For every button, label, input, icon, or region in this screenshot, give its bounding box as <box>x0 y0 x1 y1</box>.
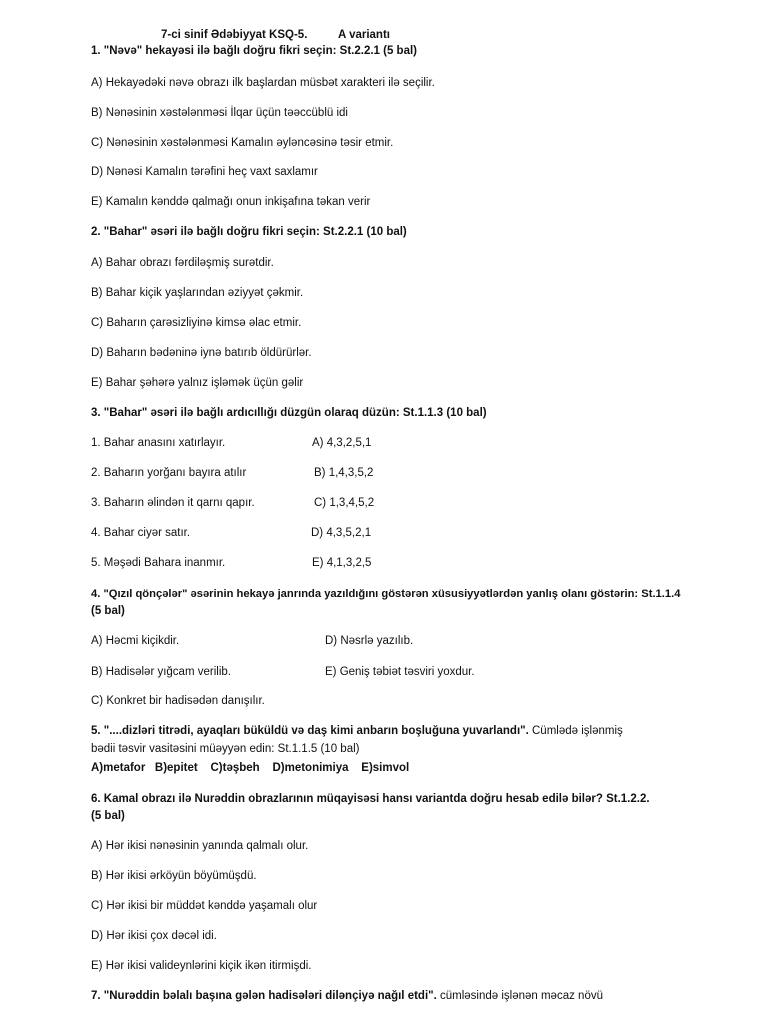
q3-answer-d: D) 4,3,5,2,1 <box>311 527 372 539</box>
question-4: 4. "Qızıl qönçələr" əsərinin hekayə janrında yazıldığını göstərən xüsusiyyətlərdən yanlış olanı göstərin: St.1.1.4 <box>91 588 681 600</box>
q2-option-e: E) Bahar şəhərə yalnız işləmək üçün gəlir <box>91 377 304 389</box>
q3-item-2: 2. Baharın yorğanı bayıra atılır <box>91 467 247 479</box>
q1-option-b: B) Nənəsinin xəstələnməsi İlqar üçün təəccüblü idi <box>91 107 348 119</box>
question-7-quote: 7. "Nurəddin bəlalı başına gələn hadisələri dilənçiyə nağıl etdi". <box>91 990 437 1002</box>
q3-answer-a: A) 4,3,2,5,1 <box>312 437 372 449</box>
q1-option-a: A) Hekayədəki nəvə obrazı ilk başlardan müsbət xarakteri ilə seçilir. <box>91 77 435 89</box>
q2-option-b: B) Bahar kiçik yaşlarından əziyyət çəkmir. <box>91 287 304 299</box>
q6-option-b: B) Hər ikisi ərköyün böyümüşdü. <box>91 870 257 882</box>
q2-option-d: D) Baharın bədəninə iynə batırıb öldürürlər. <box>91 347 312 359</box>
q4-option-d: D) Nəsrlə yazılıb. <box>325 635 414 647</box>
q6-option-e: E) Hər ikisi valideynlərini kiçik ikən itirmişdi. <box>91 960 312 972</box>
q4-option-e: E) Geniş təbiət təsviri yoxdur. <box>325 666 475 678</box>
document-title: 7-ci sinif Ədəbiyyat KSQ-5. <box>161 29 308 41</box>
question-1: 1. "Nəvə" hekayəsi ilə bağlı doğru fikri seçin: St.2.2.1 (5 bal) <box>91 45 417 57</box>
question-5-line2: bədii təsvir vasitəsini müəyyən edin: St.1.1.5 (10 bal) <box>91 743 360 755</box>
q1-option-c: C) Nənəsinin xəstələnməsi Kamalın əyləncəsinə təsir etmir. <box>91 137 394 149</box>
q3-answer-b: B) 1,4,3,5,2 <box>314 467 374 479</box>
question-2: 2. "Bahar" əsəri ilə bağlı doğru fikri seçin: St.2.2.1 (10 bal) <box>91 226 407 238</box>
question-3: 3. "Bahar" əsəri ilə bağlı ardıcıllığı düzgün olaraq düzün: St.1.1.3 (10 bal) <box>91 407 487 419</box>
q5-options: A)metafor B)epitet C)təşbeh D)metonimiya E)simvol <box>91 762 410 774</box>
q3-item-3: 3. Baharın əlindən it qarnı qapır. <box>91 497 255 509</box>
q3-item-5: 5. Məşədi Bahara inanmır. <box>91 557 226 569</box>
question-5-rest: Cümlədə işlənmiş <box>528 725 623 737</box>
q6-option-d: D) Hər ikisi çox dəcəl idi. <box>91 930 217 942</box>
variant-label: A variantı <box>338 29 390 41</box>
q2-option-a: A) Bahar obrazı fərdiləşmiş surətdir. <box>91 257 274 269</box>
question-6-points: (5 bal) <box>91 810 125 822</box>
q3-item-1: 1. Bahar anasını xatırlayır. <box>91 437 226 449</box>
q2-option-c: C) Baharın çarəsizliyinə kimsə əlac etmir. <box>91 317 302 329</box>
question-6: 6. Kamal obrazı ilə Nurəddin obrazlarının müqayisəsi hansı variantda doğru hesab edilə bilər? St.1.2.2. <box>91 793 650 805</box>
question-4-points: (5 bal) <box>91 605 125 617</box>
q4-option-c: C) Konkret bir hadisədən danışılır. <box>91 695 265 707</box>
q4-option-b: B) Hadisələr yığcam verilib. <box>91 666 231 678</box>
q6-option-a: A) Hər ikisi nənəsinin yanında qalmalı olur. <box>91 840 309 852</box>
q1-option-e: E) Kamalın kənddə qalmağı onun inkişafına təkan verir <box>91 196 371 208</box>
question-7 <box>91 989 603 1003</box>
question-5-quote: 5. "....dizləri titrədi, ayaqları büküldü və daş kimi anbarın boşluğuna yuvarlandı". <box>91 725 529 737</box>
q6-option-c: C) Hər ikisi bir müddət kənddə yaşamalı olur <box>91 900 318 912</box>
q1-option-d: D) Nənəsi Kamalın tərəfini heç vaxt saxlamır <box>91 166 318 178</box>
q3-answer-e: E) 4,1,3,2,5 <box>312 557 372 569</box>
question-5 <box>91 724 623 738</box>
q4-option-a: A) Həcmi kiçikdir. <box>91 635 180 647</box>
question-7-rest: cümləsində işlənən məcaz növü <box>436 990 603 1002</box>
q3-answer-c: C) 1,3,4,5,2 <box>314 497 375 509</box>
q3-item-4: 4. Bahar ciyər satır. <box>91 527 191 539</box>
